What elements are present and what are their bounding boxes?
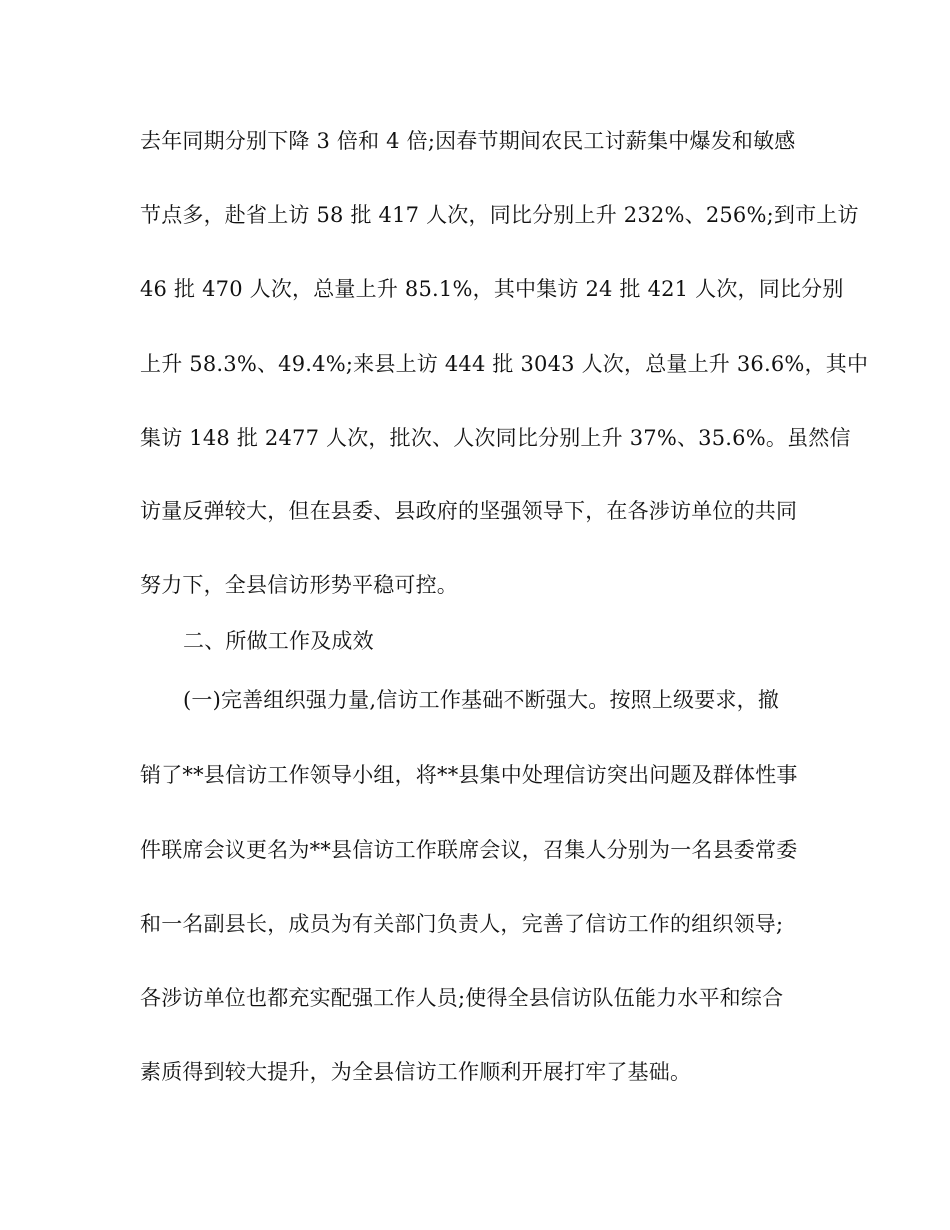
paragraph-line: 素质得到较大提升，为全县信访工作顺利开展打牢了基础。 — [140, 1060, 692, 1084]
paragraph-line: 销了**县信访工作领导小组，将**县集中处理信访突出问题及群体性事 — [140, 763, 798, 787]
paragraph-line: 46 批 470 人次，总量上升 85.1%，其中集访 24 批 421 人次，同比分别 — [140, 277, 844, 301]
paragraph-line: 访量反弹较大，但在县委、县政府的坚强领导下，在各涉访单位的共同 — [140, 499, 798, 523]
paragraph-line: 节点多，赴省上访 58 批 417 人次，同比分别上升 232%、256%;到市上访 — [140, 203, 859, 227]
paragraph-line: 去年同期分别下降 3 倍和 4 倍;因春节期间农民工讨薪集中爆发和敏感 — [140, 129, 796, 153]
paragraph-line: 各涉访单位也都充实配强工作人员;使得全县信访队伍能力水平和综合 — [140, 986, 784, 1010]
paragraph-line: 上升 58.3%、49.4%;来县上访 444 批 3043 人次，总量上升 36.6%，其中 — [140, 352, 869, 376]
paragraph-line: 努力下，全县信访形势平稳可控。 — [140, 573, 458, 597]
paragraph-line: 集访 148 批 2477 人次，批次、人次同比分别上升 37%、35.6%。虽然信 — [140, 426, 851, 450]
paragraph-line: (一)完善组织强力量,信访工作基础不断强大。按照上级要求，撤 — [183, 688, 780, 712]
paragraph-line: 和一名副县长，成员为有关部门负责人，完善了信访工作的组织领导; — [140, 912, 784, 936]
section-heading: 二、所做工作及成效 — [183, 629, 374, 653]
paragraph-line: 件联席会议更名为**县信访工作联席会议，召集人分别为一名县委常委 — [140, 838, 798, 862]
